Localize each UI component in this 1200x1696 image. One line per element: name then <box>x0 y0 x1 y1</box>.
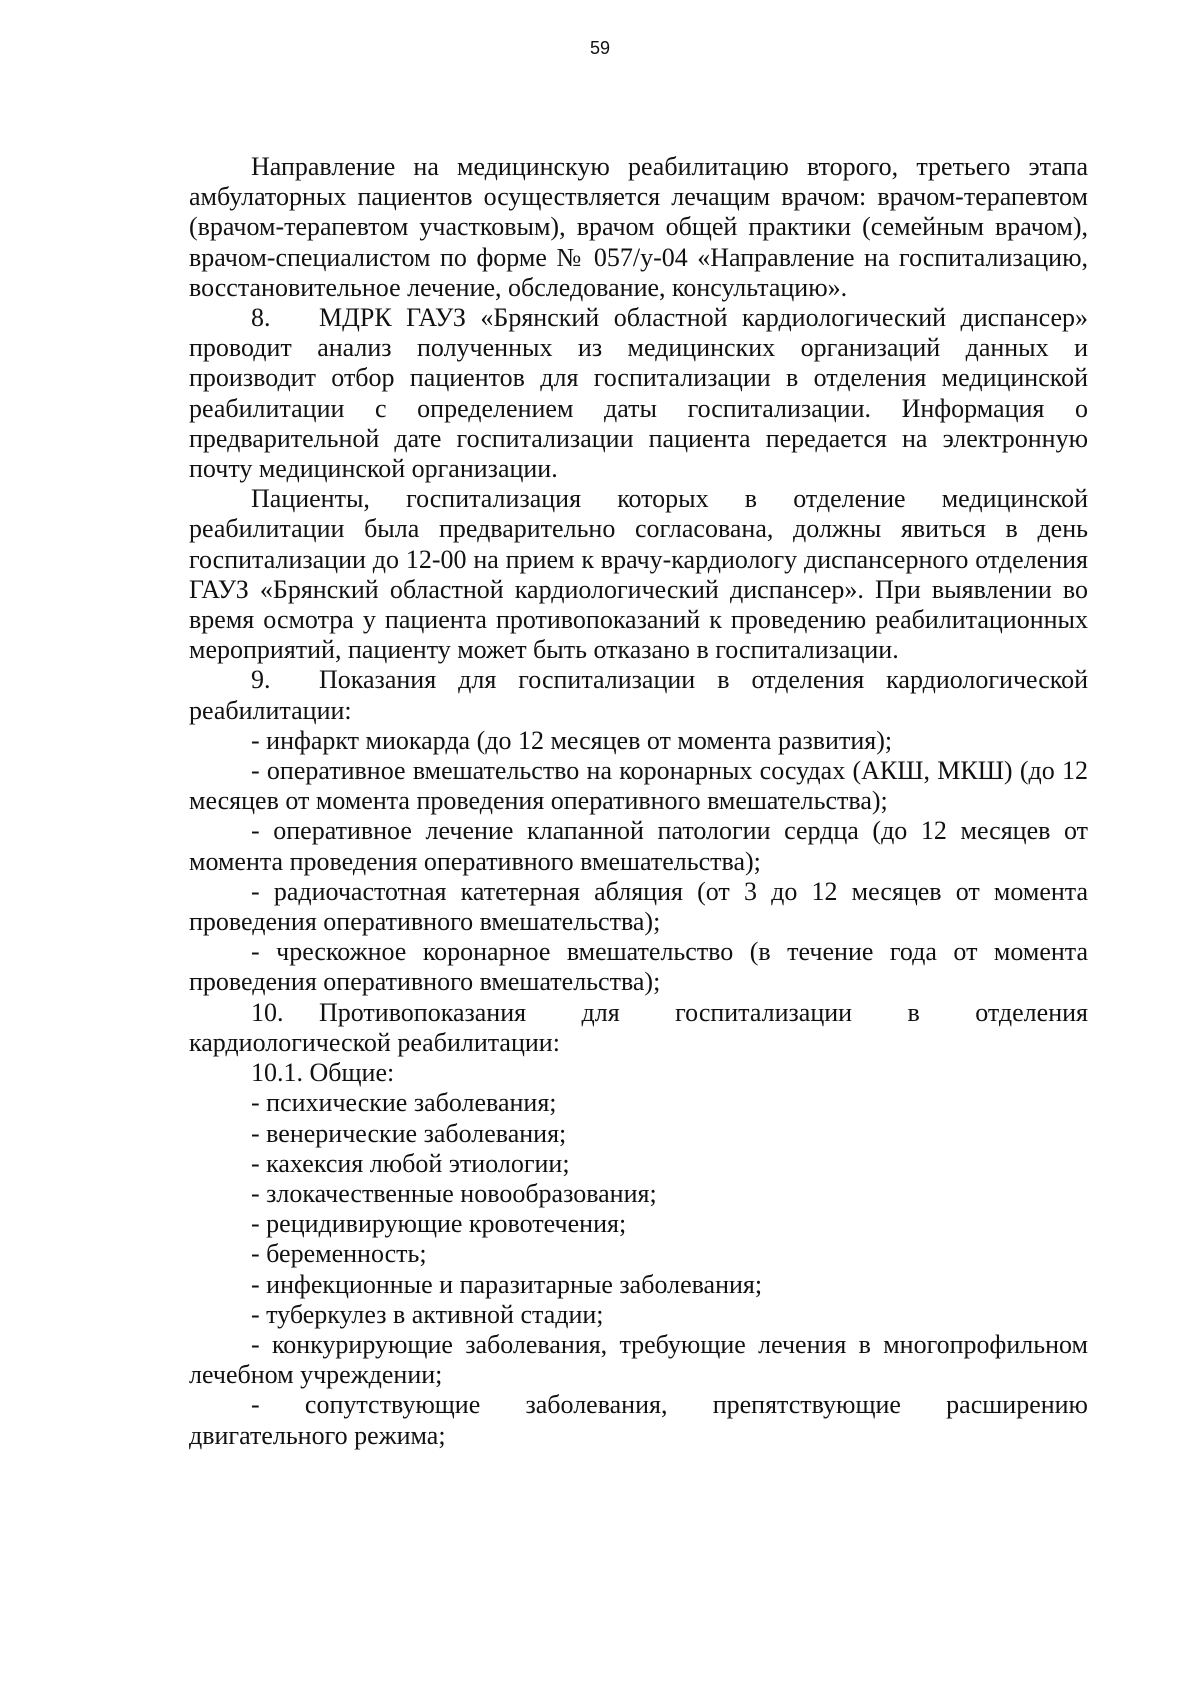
contraindication-item: - сопутствующие заболевания, препятствующие расширению двигательного режима; <box>189 1390 1088 1450</box>
indication-item: - радиочастотная катетерная абляция (от 3 до 12 месяцев от момента проведения оперативного вмешательства); <box>189 876 1088 937</box>
contraindication-item: - злокачественные новообразования; <box>251 1178 657 1208</box>
contraindication-item: - туберкулез в активной стадии; <box>251 1299 604 1329</box>
contraindication-item: - психические заболевания; <box>251 1088 557 1118</box>
paragraph-10-text: Противопоказания для госпитализации в отделения кардиологической реабилитации: <box>189 997 1088 1057</box>
paragraph-8-text: МДРК ГАУЗ «Брянский областной кардиологический диспансер» проводит анализ полученных из медицинских организаций данных и производит отбор пациентов для госпитализации в отделения медицинской реабилитации с определением даты госпитализации. Информация о предварительной дате госпитализации пациента передается на электронную почту медицинской организации. <box>189 303 1088 484</box>
document-body <box>189 152 1088 1451</box>
paragraph-8 <box>189 303 1088 484</box>
paragraph-patients: Пациенты, госпитализация которых в отделение медицинской реабилитации была предварительно согласована, должны явиться в день госпитализации до 12-00 на прием к врачу-кардиологу диспансерного отделения ГАУЗ «Брянский областной кардиологический диспансер». При выявлении во время осмотра у пациента противопоказаний к проведению реабилитационных мероприятий, пациенту может быть отказано в госпитализации. <box>189 484 1088 665</box>
page-number: 59 <box>589 38 611 58</box>
paragraph-8-number: 8. <box>251 303 271 333</box>
indication-item: - оперативное лечение клапанной патологии сердца (до 12 месяцев от момента проведения оперативного вмешательства); <box>189 816 1088 876</box>
contraindication-item: - беременность; <box>251 1239 427 1269</box>
indication-item: - чрескожное коронарное вмешательство (в течение года от момента проведения оперативного вмешательства); <box>189 937 1088 997</box>
contraindication-item: - конкурирующие заболевания, требующие лечения в многопрофильном лечебном учреждении; <box>189 1329 1088 1390</box>
indication-item: - инфаркт миокарда (до 12 месяцев от момента развития); <box>251 725 893 755</box>
paragraph-10-number: 10. <box>251 997 284 1027</box>
paragraph-9 <box>189 665 1088 725</box>
paragraph-referral: Направление на медицинскую реабилитацию второго, третьего этапа амбулаторных пациентов осуществляется лечащим врачом: врачом-терапевтом (врачом-терапевтом участковым), врачом общей практики (семейным врачом), врачом-специалистом по форме № 057/у-04 «Направление на госпитализацию, восстановительное лечение, обследование, консультацию». <box>189 152 1088 302</box>
contraindication-item: - венерические заболевания; <box>251 1118 567 1148</box>
contraindication-item: - кахексия любой этиологии; <box>251 1148 570 1178</box>
contraindication-item: - рецидивирующие кровотечения; <box>251 1209 627 1239</box>
paragraph-10 <box>189 998 1088 1058</box>
indication-item: - оперативное вмешательство на коронарных сосудах (АКШ, МКШ) (до 12 месяцев от момента проведения оперативного вмешательства); <box>189 756 1088 816</box>
paragraph-9-text: Показания для госпитализации в отделения кардиологической реабилитации: <box>189 665 1088 725</box>
contraindication-item: - инфекционные и паразитарные заболевания; <box>251 1269 763 1299</box>
paragraph-9-number: 9. <box>251 665 271 695</box>
subsection-10-1: 10.1. Общие: <box>251 1058 395 1088</box>
